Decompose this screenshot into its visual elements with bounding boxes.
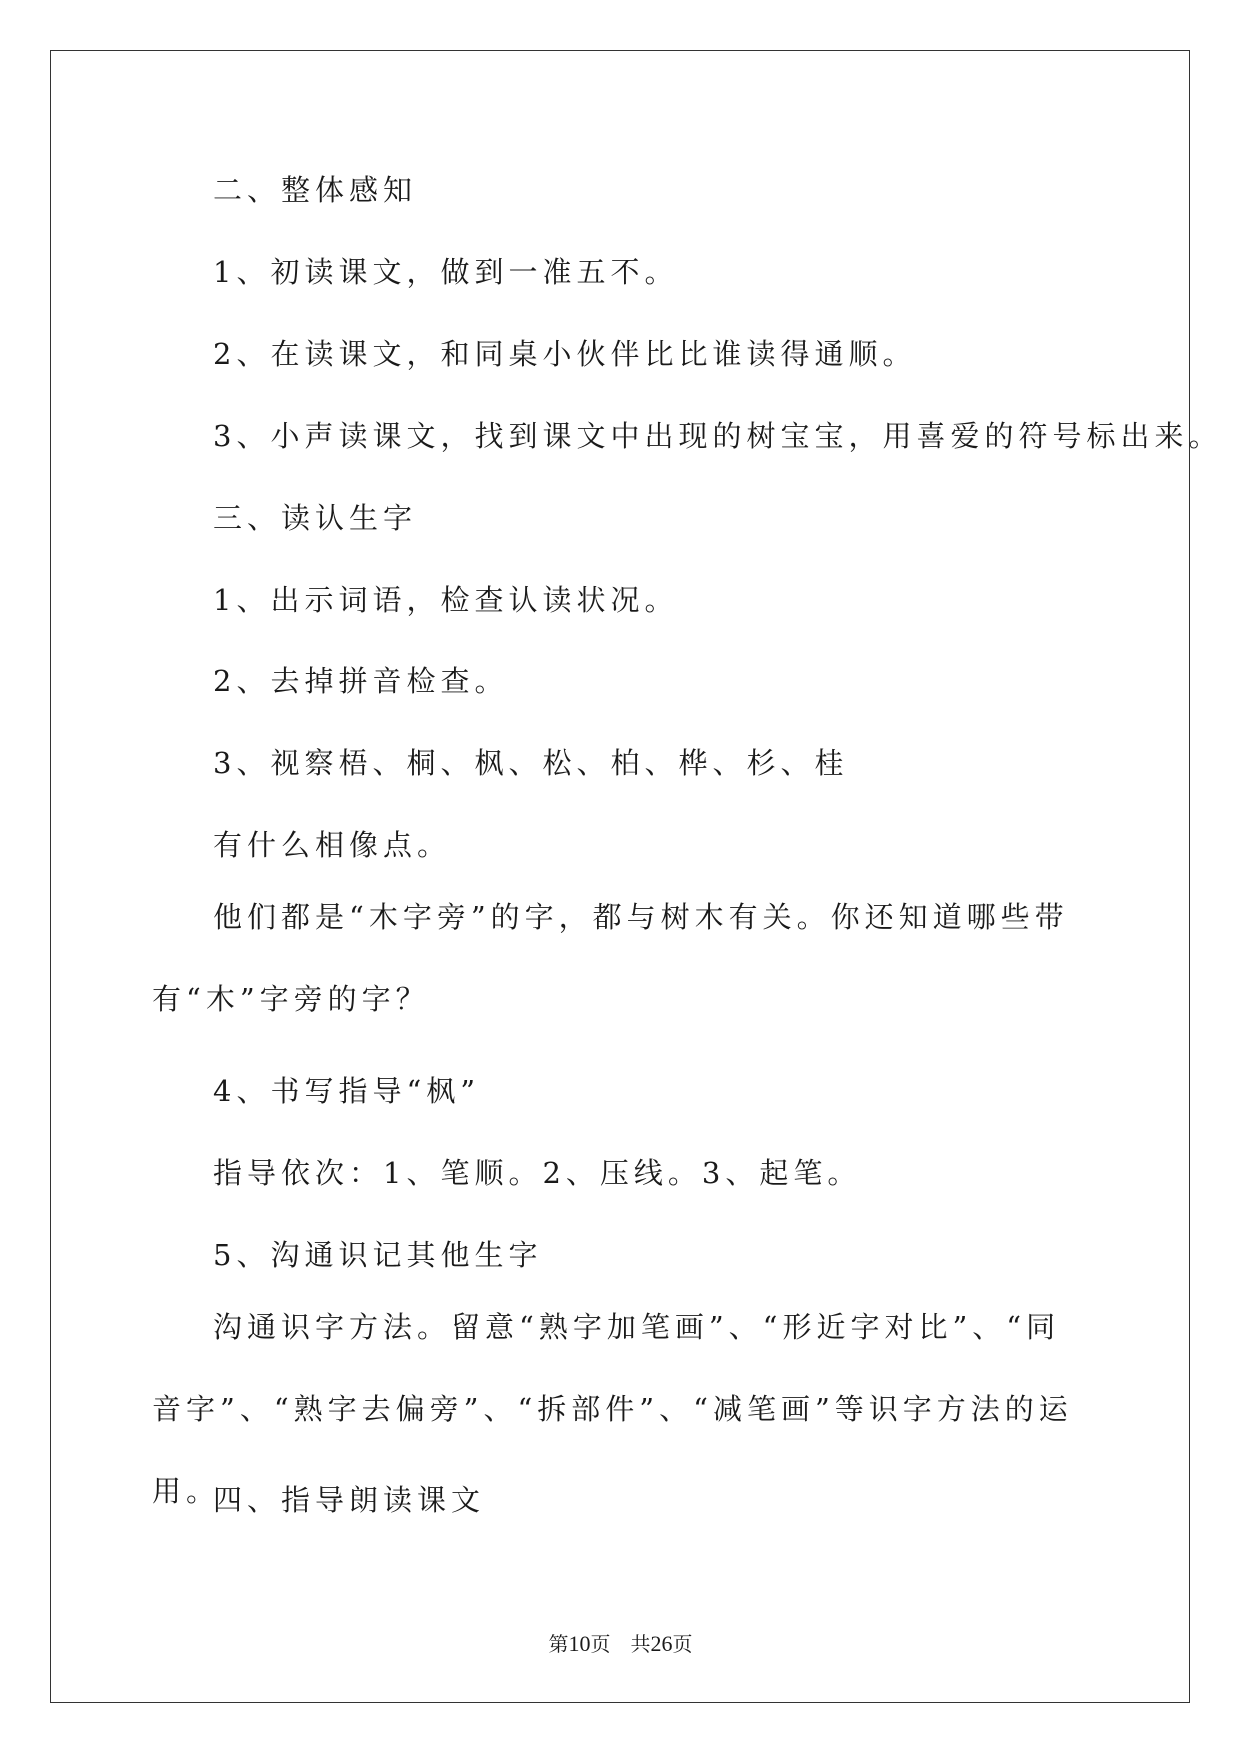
paragraph: 他们都是“木字旁”的字，都与树木有关。你还知道哪些带有“木”字旁的字？ <box>152 900 1069 1016</box>
paragraph: 1、出示词语，检查认读状况。 <box>213 583 679 617</box>
paragraph: 有什么相像点。 <box>213 828 452 862</box>
paragraph: 3、视察梧、桐、枫、松、柏、桦、杉、桂 <box>213 746 849 780</box>
total-page-number: 26 <box>650 1631 673 1656</box>
paragraph: 2、在读课文，和同桌小伙伴比比谁读得通顺。 <box>213 337 917 371</box>
footer-prefix: 第 <box>548 1634 569 1656</box>
heading-read-new-characters: 三、读认生字 <box>213 501 418 535</box>
footer-suffix: 页 <box>672 1634 693 1656</box>
paragraph: 沟通识字方法。留意“熟字加笔画”、“形近字对比”、“同音字”、“熟字去偏旁”、“拆部件”、“减笔画”等识字方法的运用。 <box>152 1310 1073 1508</box>
paragraph: 4、书写指导“枫” <box>213 1074 481 1108</box>
footer-middle: 页 共 <box>590 1634 651 1656</box>
page-footer <box>0 1628 1241 1657</box>
paragraph: 1、初读课文，做到一准五不。 <box>213 255 679 289</box>
current-page-number: 10 <box>568 1631 591 1656</box>
paragraph: 指导依次：1、笔顺。2、压线。3、起笔。 <box>213 1156 862 1190</box>
paragraph: 3、小声读课文，找到课文中出现的树宝宝，用喜爱的符号标出来。 <box>213 419 1223 453</box>
paragraph: 2、去掉拼音检查。 <box>213 664 509 698</box>
paragraph: 5、沟通识记其他生字 <box>213 1238 543 1272</box>
heading-overall-perception: 二、整体感知 <box>213 173 418 207</box>
heading-guided-reading: 四、指导朗读课文 <box>213 1483 486 1517</box>
